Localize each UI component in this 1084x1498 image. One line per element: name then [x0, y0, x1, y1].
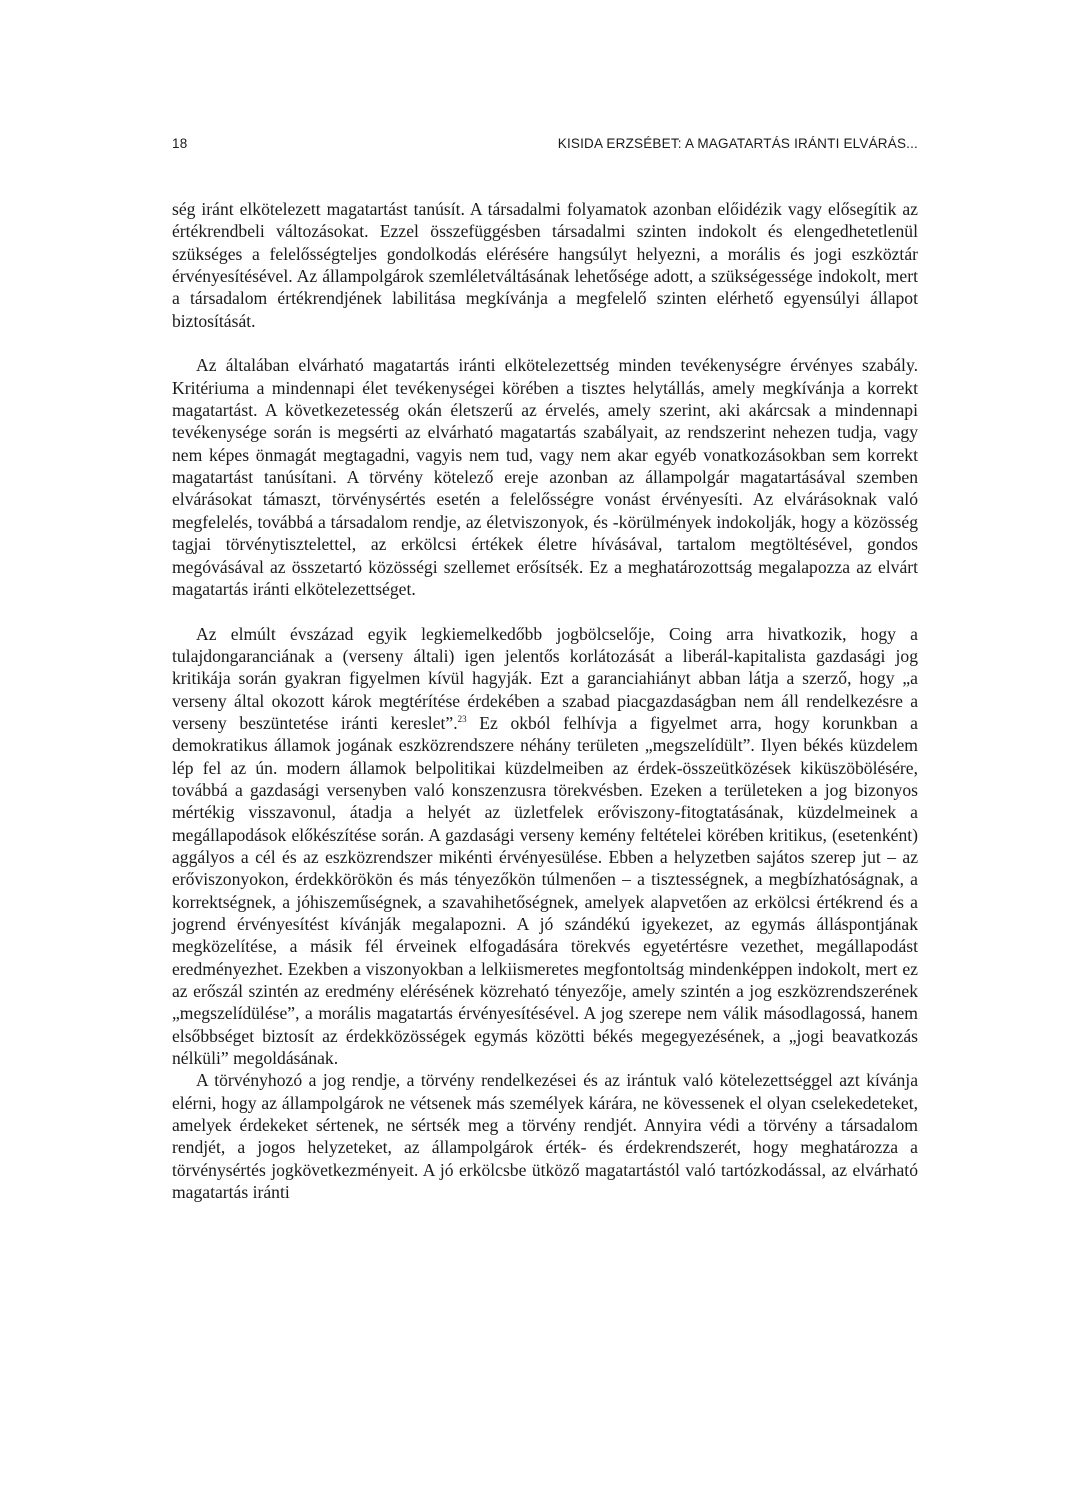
page-header [172, 136, 918, 156]
footnote-reference[interactable]: 23 [457, 714, 467, 725]
paragraph-3-text-end: Ez okból felhívja a figyelmet arra, hogy korunkban a demokratikus államok jogának eszközrendszere néhány területen „megszelídült”. Ilyen békés küzdelem lép fel az ún. modern államok belpolitikai küzdelmeiben az érdek-összeütközések kiküszöbölésére, továbbá a gazdasági versenyben való konszenzusra törekvésben. Ezeken a területeken a jog bizonyos mértékig visszavonul, átadja a helyét az üzletfelek erőviszony-fitogtatásának, küzdelmeinek a megállapodások előkészítése során. A gazdasági verseny kemény feltételei körében kritikus, (esetenként) aggályos a cél és az eszközrendszer mikénti érvényesülése. Ebben a helyzetben sajátos szerep jut – az erőviszonyokon, érdekkörökön és más tényezőkön túlmenően – a tisztességnek, a megbízhatóságnak, a korrektségnek, a jóhiszeműségnek, a szavahihetőségnek, amelyek alapvetően az erkölcsi értékrend és a jogrend érvényesítést kívánják megalapozni. A jó szándékú igyekezet, az egymás álláspontjának megközelítése, a másik fél érveinek elfogadására törekvés egyetértésre vezethet, megállapodást eredményezhet. Ezekben a viszonyokban a lelkiismeretes megfontoltság mindenképpen indokolt, mert ez az erőszál szintén az eredmény elérésének közreható tényezője, amely szintén a jog eszközrendszerének „megszelídülése”, a morális magatartás érvényesítésével. A jog szerepe nem válik másodlagossá, hanem elsőbbséget biztosít az érdekközösségek egymás közötti békés megegyezésének, a „jogi beavatkozás nélküli” megoldásának. [172, 712, 918, 1069]
paragraph-3 [172, 623, 918, 1070]
paragraph-2: Az általában elvárható magatartás iránti elkötelezettség minden tevékenységre érvényes szabály. Kritériuma a mindennapi élet tevékenységei körében a tisztes helytállás, amely megkívánja a korrekt magatartást. A következetesség okán életszerű az érvelés, amely szerint, aki akárcsak a mindennapi tevékenysége során is megsérti az elvárható magatartás szabályait, az rendszerint nehezen tudja, vagy nem képes önmagát megtagadni, vagyis nem tud, vagy nem akar egyéb vonatkozásokban sem korrekt magatartást tanúsítani. A törvény kötelező ereje azonban az állampolgár magatartásával szemben elvárásokat támaszt, törvénysértés esetén a felelősségre vonást érvényesíti. Az elvárásoknak való megfelelés, továbbá a társadalom rendje, az életviszonyok, és -körülmények indokolják, hogy a közösség tagjai törvénytisztelettel, az erkölcsi értékek életre hívásával, tartalom megtöltésével, gondos megóvásával az összetartó közösségi szellemet erősítsék. Ez a meghatározottság megalapozza az elvárt magatartás iránti elkötelezettséget. [172, 355, 918, 599]
page-number: 18 [172, 136, 188, 151]
body-text [172, 198, 918, 1203]
paragraph-3-text-start: Az elmúlt évszázad egyik legkiemelkedőbb jogbölcselője, Coing arra hivatkozik, hogy a tulajdongaranciának a (verseny általi) igen jelentős korlátozását a liberál-kapitalista gazdasági jog kritikája során gyakran figyelmen kívül hagyják. Ezt a garanciahiányt abban látja a szerző, hogy „a verseny által okozott károk megtérítése érdekében a szabad piacgazdaságban nem áll rendelkezésre a verseny beszüntetése iránti kereslet”. [172, 623, 918, 733]
paragraph-1: ség iránt elkötelezett magatartást tanúsít. A társadalmi folyamatok azonban előidézik vagy elősegítik az értékrendbeli változásokat. Ezzel összefüggésben társadalmi szinten indokolt és elengedhetetlenül szükséges a felelősségteljes gondolkodás elérésére hangsúlyt helyezni, a morális és jogi eszköztár érvényesítésével. Az állampolgárok szemléletváltásának lehetősége adott, a szükségessége indokolt, mert a társadalom értékrendjének labilitása megkívánja a megfelelő szinten elérhető egyensúlyi állapot biztosítását. [172, 199, 918, 331]
running-title: KISIDA ERZSÉBET: A MAGATARTÁS IRÁNTI ELVÁRÁS... [557, 136, 918, 151]
paragraph-4: A törvényhozó a jog rendje, a törvény rendelkezései és az irántuk való kötelezettséggel azt kívánja elérni, hogy az állampolgárok ne vétsenek más személyek kárára, ne kövessenek el olyan cselekedeteket, amelyek érdekeket sértenek, ne sértsék meg a törvény rendjét. Annyira védi a törvény a társadalom rendjét, a jogos helyzeteket, az állampolgárok érték- és érdekrendszerét, hogy meghatározza a törvénysértés jogkövetkezményeit. A jó erkölcsbe ütköző magatartástól való tartózkodással, az elvárható magatartás iránti [172, 1070, 918, 1203]
